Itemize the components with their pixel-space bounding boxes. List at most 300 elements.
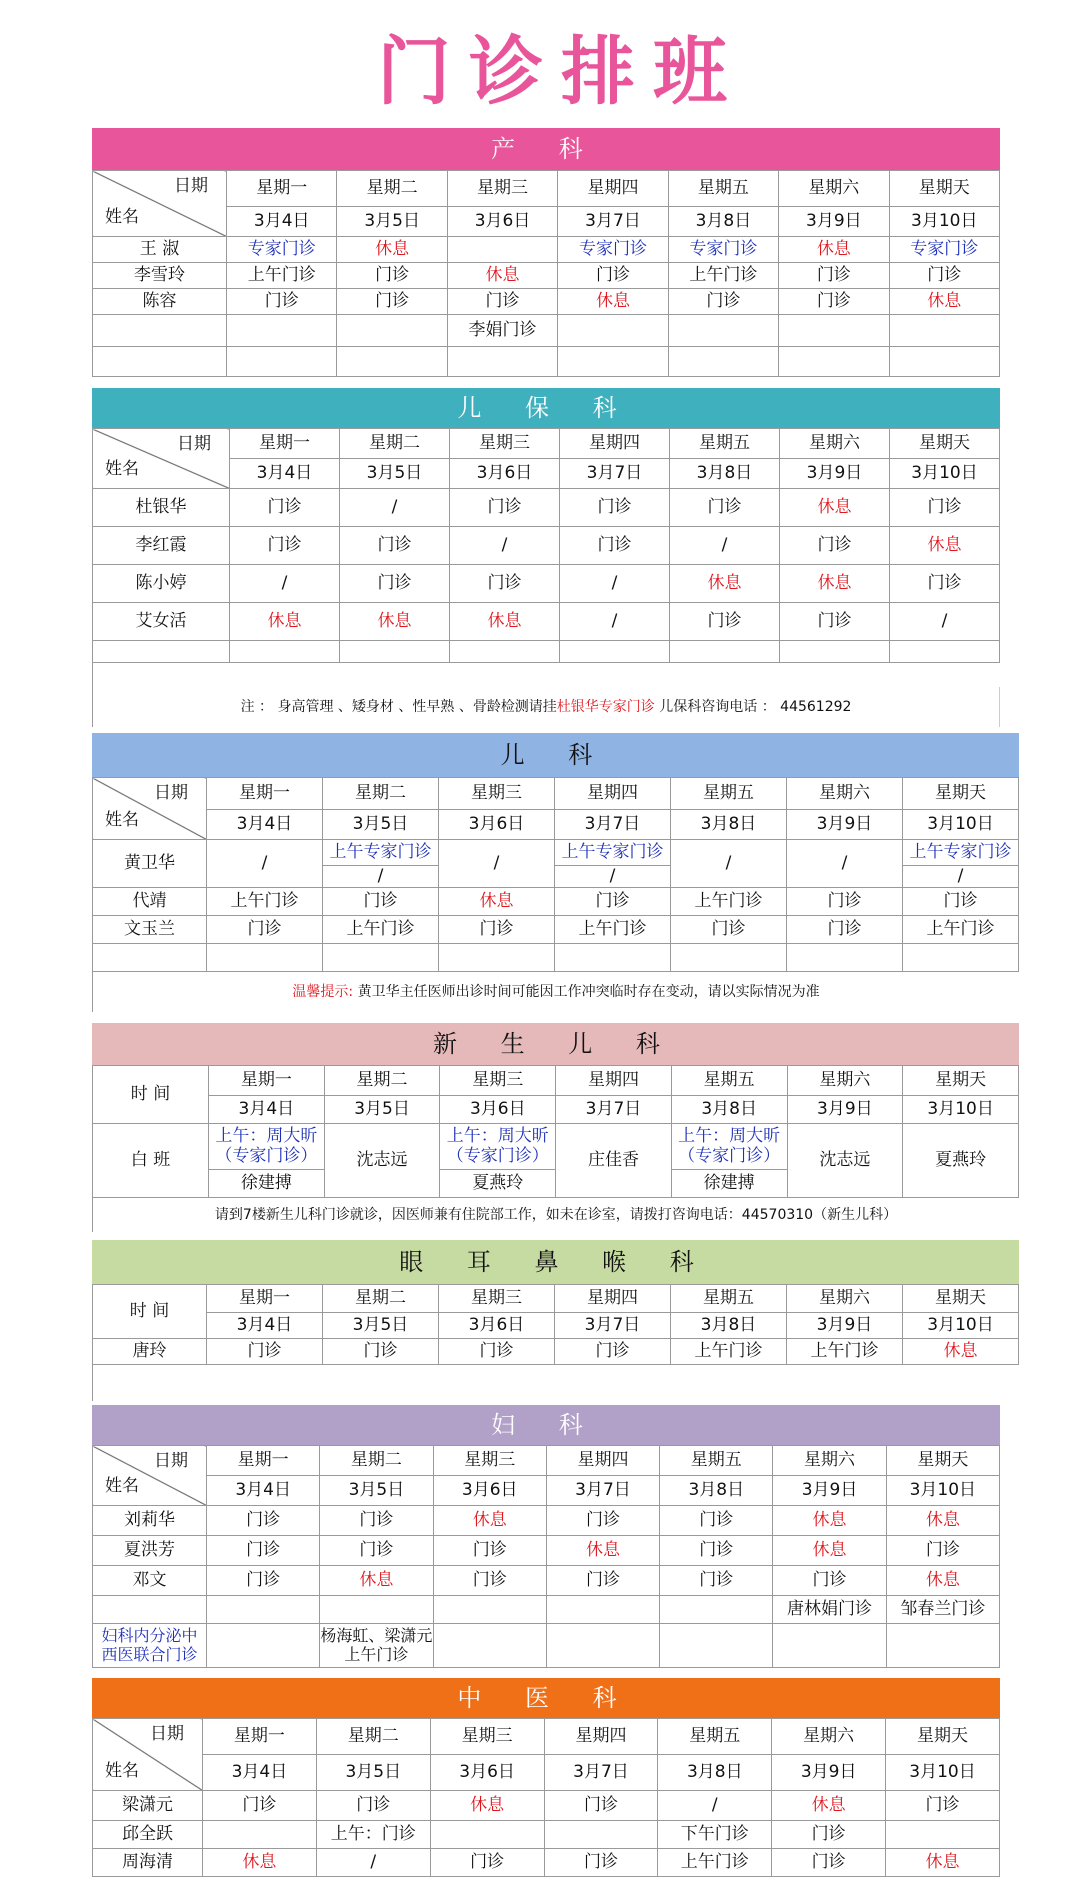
table-cell: /: [316, 1849, 430, 1877]
table-cell: 休息: [886, 1566, 999, 1596]
table-cell: 休息: [337, 237, 447, 263]
table-cell: /: [450, 527, 560, 565]
table-cell: [668, 347, 778, 377]
table-cell: [780, 641, 890, 663]
section-zhongyi: [92, 1678, 1000, 1877]
table-cell: 门诊: [780, 603, 890, 641]
table-cell: 门诊: [660, 1566, 773, 1596]
table-cell: 星期三: [440, 1066, 556, 1096]
table-cell: 3月6日: [430, 1755, 544, 1791]
table-cell: 休息: [903, 1339, 1019, 1365]
table-cell: 门诊: [320, 1506, 433, 1536]
table-cell: [555, 944, 671, 972]
table-row: [93, 1536, 1000, 1566]
table-cell: 星期一: [209, 1066, 325, 1096]
table-cell: 门诊: [560, 489, 670, 527]
department-note: 温馨提示: 黄卫华主任医师出诊时间可能因工作冲突临时存在变动，请以实际情况为准: [92, 972, 1019, 1012]
table-cell: 星期天: [903, 778, 1019, 810]
table-cell: 3月9日: [787, 810, 903, 840]
table-row: [93, 565, 1000, 603]
section-header: 妇 科: [92, 1405, 1000, 1445]
table-cell: 星期四: [556, 1066, 672, 1096]
table-cell: 休息: [439, 888, 555, 916]
table-row: [93, 489, 1000, 527]
table-cell: 门诊: [230, 527, 340, 565]
table-cell: 休息: [447, 263, 557, 289]
table-cell: 3月6日: [447, 207, 557, 237]
table-cell: 门诊: [546, 1506, 659, 1536]
schedule-table: [92, 1445, 1000, 1668]
table-cell: 妇科内分泌中 西医联合门诊: [93, 1624, 207, 1668]
table-corner: 日期 姓名: [93, 1719, 203, 1791]
table-cell: [227, 315, 337, 347]
table-cell: 陈容: [93, 289, 227, 315]
table-cell: 门诊: [670, 603, 780, 641]
table-cell: 休息: [773, 1506, 886, 1536]
table-cell: 星期三: [447, 171, 557, 207]
table-cell: 星期六: [780, 429, 890, 459]
table-cell: 上午：门诊: [316, 1821, 430, 1849]
section-ent: [92, 1240, 1019, 1401]
table-cell: 3月7日: [558, 207, 668, 237]
table-cell: 星期六: [773, 1446, 886, 1476]
table-cell: 休息: [230, 603, 340, 641]
table-cell: 上午门诊: [207, 888, 323, 916]
table-cell: 星期四: [555, 1285, 671, 1313]
table-row: [93, 1821, 1000, 1849]
table-cell: 3月8日: [671, 1096, 787, 1124]
table-cell: 门诊: [430, 1849, 544, 1877]
table-cell: 3月7日: [556, 1096, 672, 1124]
section-xinsheng: [92, 1023, 1019, 1232]
table-cell: 3月8日: [671, 1313, 787, 1339]
table-cell: 星期四: [546, 1446, 659, 1476]
table-cell: [558, 315, 668, 347]
table-cell: 门诊: [439, 916, 555, 944]
table-cell: 门诊: [207, 1506, 320, 1536]
table-cell: [93, 347, 227, 377]
table-cell: [546, 1624, 659, 1668]
table-cell: 门诊: [203, 1791, 317, 1821]
table-cell: 星期五: [671, 778, 787, 810]
table-corner: 日期 姓名: [93, 171, 227, 237]
section-header: 产 科: [92, 128, 1000, 170]
table-cell: 上午门诊: [668, 263, 778, 289]
table-cell: 3月4日: [203, 1755, 317, 1791]
table-cell: 星期一: [207, 1285, 323, 1313]
table-cell: 3月9日: [772, 1755, 886, 1791]
table-cell: 3月4日: [227, 207, 337, 237]
table-cell: [886, 1821, 1000, 1849]
table-cell: 上午：周大昕 （专家门诊）: [440, 1124, 556, 1170]
table-cell: 门诊: [546, 1566, 659, 1596]
table-cell: 上午：周大昕 （专家门诊）: [671, 1124, 787, 1170]
section-chanke: [92, 128, 1000, 377]
table-cell: 夏燕玲: [440, 1170, 556, 1198]
table-cell: [450, 641, 560, 663]
table-cell: 星期一: [203, 1719, 317, 1755]
table-cell: 星期二: [316, 1719, 430, 1755]
table-row: [93, 603, 1000, 641]
schedule-table: [92, 1718, 1000, 1877]
table-cell: 艾女活: [93, 603, 230, 641]
table-cell: [207, 1596, 320, 1624]
table-cell: [203, 1821, 317, 1849]
table-cell: 星期六: [779, 171, 889, 207]
table-cell: 星期四: [544, 1719, 658, 1755]
table-cell: [93, 315, 227, 347]
table-row: [93, 840, 1019, 866]
table-cell: 3月7日: [546, 1476, 659, 1506]
table-cell: 梁潇元: [93, 1791, 203, 1821]
table-cell: /: [671, 840, 787, 888]
table-cell: [207, 944, 323, 972]
table-cell: [670, 641, 780, 663]
table-cell: 门诊: [787, 888, 903, 916]
table-cell: 周海清: [93, 1849, 203, 1877]
table-cell: 代靖: [93, 888, 207, 916]
table-cell: 休息: [886, 1849, 1000, 1877]
table-cell: 星期二: [323, 778, 439, 810]
table-cell: 专家门诊: [668, 237, 778, 263]
table-cell: 星期二: [323, 1285, 439, 1313]
table-cell: 3月10日: [903, 810, 1019, 840]
table-cell: 沈志远: [787, 1124, 903, 1198]
table-cell: [447, 237, 557, 263]
table-cell: 休息: [772, 1791, 886, 1821]
schedule-table: [92, 170, 1000, 377]
table-cell: [903, 944, 1019, 972]
table-cell: [337, 347, 447, 377]
table-cell: /: [560, 603, 670, 641]
table-corner: 日期 姓名: [93, 429, 230, 489]
table-cell: 3月8日: [660, 1476, 773, 1506]
table-cell: 星期五: [668, 171, 778, 207]
table-cell: 星期六: [772, 1719, 886, 1755]
table-cell: 上午门诊: [323, 916, 439, 944]
table-cell: 唐林娟门诊: [773, 1596, 886, 1624]
table-cell: 3月8日: [668, 207, 778, 237]
table-cell: /: [323, 866, 439, 888]
table-cell: 上午门诊: [787, 1339, 903, 1365]
table-cell: /: [230, 565, 340, 603]
table-cell: 3月4日: [207, 810, 323, 840]
table-cell: 休息: [886, 1506, 999, 1536]
table-cell: 徐建搏: [209, 1170, 325, 1198]
table-cell: 门诊: [787, 916, 903, 944]
table-cell: 门诊: [447, 289, 557, 315]
section-erke: [92, 733, 1019, 1012]
table-cell: /: [207, 840, 323, 888]
table-cell: 休息: [773, 1536, 886, 1566]
schedule-table: [92, 1284, 1019, 1365]
table-cell: 门诊: [560, 527, 670, 565]
table-cell: 刘莉华: [93, 1506, 207, 1536]
table-cell: 星期天: [886, 1719, 1000, 1755]
table-cell: [93, 1596, 207, 1624]
table-cell: 3月5日: [323, 810, 439, 840]
table-cell: [660, 1596, 773, 1624]
table-cell: 3月7日: [560, 459, 670, 489]
table-cell: 3月10日: [903, 1096, 1019, 1124]
table-row: [93, 1624, 1000, 1668]
table-cell: 邓文: [93, 1566, 207, 1596]
table-row: [93, 347, 1000, 377]
table-cell: 门诊: [886, 1791, 1000, 1821]
table-cell: 3月7日: [544, 1755, 658, 1791]
department-note: 请到7楼新生儿科门诊就诊，因医师兼有住院部工作，如未在诊室，请拨打咨询电话：44570310（新生儿科）: [92, 1198, 1019, 1232]
table-cell: 门诊: [671, 916, 787, 944]
table-cell: [544, 1821, 658, 1849]
table-cell: /: [890, 603, 1000, 641]
table-cell: 门诊: [323, 888, 439, 916]
table-cell: 上午门诊: [658, 1849, 772, 1877]
table-cell: 3月5日: [320, 1476, 433, 1506]
table-cell: 门诊: [316, 1791, 430, 1821]
table-cell: 3月4日: [207, 1313, 323, 1339]
table-cell: 休息: [546, 1536, 659, 1566]
table-cell: 3月10日: [890, 459, 1000, 489]
table-cell: 3月10日: [886, 1755, 1000, 1791]
table-cell: [93, 641, 230, 663]
table-cell: 下午门诊: [658, 1821, 772, 1849]
section-header: 新 生 儿 科: [92, 1023, 1019, 1065]
table-cell: 星期二: [340, 429, 450, 459]
table-cell: 门诊: [207, 1339, 323, 1365]
table-cell: 门诊: [340, 527, 450, 565]
table-cell: 星期四: [560, 429, 670, 459]
table-cell: 门诊: [779, 289, 889, 315]
table-cell: /: [787, 840, 903, 888]
table-cell: 门诊: [890, 565, 1000, 603]
section-header: 儿 科: [92, 733, 1019, 777]
table-cell: [207, 1624, 320, 1668]
table-cell: 星期三: [439, 778, 555, 810]
table-cell: 门诊: [668, 289, 778, 315]
section-fuke: [92, 1405, 1000, 1668]
department-note: 注 ： 身高管理 、矮身材 、性早熟 、骨龄检测请挂杜银华专家门诊 儿保科咨询电话 ： 44561292: [92, 687, 1000, 727]
table-cell: 上午门诊: [903, 916, 1019, 944]
table-cell: 星期三: [450, 429, 560, 459]
table-cell: 3月8日: [658, 1755, 772, 1791]
table-cell: /: [903, 866, 1019, 888]
table-cell: /: [340, 489, 450, 527]
table-cell: 上午门诊: [227, 263, 337, 289]
table-cell: 星期六: [787, 1066, 903, 1096]
table-row: [93, 888, 1019, 916]
table-cell: 休息: [890, 527, 1000, 565]
table-cell: [889, 347, 999, 377]
table-cell: 3月8日: [670, 459, 780, 489]
table-cell: [889, 315, 999, 347]
table-cell: 星期六: [787, 1285, 903, 1313]
table-cell: 门诊: [555, 888, 671, 916]
table-cell: 上午：周大昕 （专家门诊）: [209, 1124, 325, 1170]
table-cell: 李娟门诊: [447, 315, 557, 347]
table-cell: 邱全跃: [93, 1821, 203, 1849]
table-cell: 星期五: [671, 1285, 787, 1313]
table-cell: 时 间: [93, 1066, 209, 1124]
table-cell: 3月5日: [337, 207, 447, 237]
table-cell: 星期一: [207, 778, 323, 810]
table-cell: /: [555, 866, 671, 888]
table-cell: [439, 944, 555, 972]
table-cell: 星期天: [903, 1285, 1019, 1313]
schedule-table: [92, 777, 1019, 972]
table-cell: 3月6日: [433, 1476, 546, 1506]
table-cell: 3月10日: [903, 1313, 1019, 1339]
table-cell: 门诊: [207, 1536, 320, 1566]
table-cell: 3月7日: [555, 810, 671, 840]
table-row: [93, 1791, 1000, 1821]
table-cell: 门诊: [889, 263, 999, 289]
table-row: [93, 1506, 1000, 1536]
section-header: 眼 耳 鼻 喉 科: [92, 1240, 1019, 1284]
table-cell: 门诊: [207, 916, 323, 944]
table-cell: 专家门诊: [558, 237, 668, 263]
table-cell: 门诊: [772, 1849, 886, 1877]
table-cell: 门诊: [230, 489, 340, 527]
table-corner: 日期 姓名: [93, 778, 207, 840]
table-cell: 3月6日: [450, 459, 560, 489]
schedule-table: [92, 428, 1000, 663]
table-cell: [227, 347, 337, 377]
table-cell: 3月4日: [209, 1096, 325, 1124]
table-cell: 休息: [450, 603, 560, 641]
table-row: [93, 527, 1000, 565]
table-cell: 门诊: [227, 289, 337, 315]
table-cell: 星期三: [433, 1446, 546, 1476]
table-cell: 门诊: [337, 263, 447, 289]
table-cell: 门诊: [433, 1536, 546, 1566]
table-cell: [779, 315, 889, 347]
table-cell: 3月6日: [440, 1096, 556, 1124]
table-cell: /: [439, 840, 555, 888]
table-cell: 门诊: [433, 1566, 546, 1596]
section-header: 儿 保 科: [92, 388, 1000, 428]
table-cell: 休息: [320, 1566, 433, 1596]
table-cell: 门诊: [660, 1506, 773, 1536]
table-cell: /: [658, 1791, 772, 1821]
table-cell: 夏洪芳: [93, 1536, 207, 1566]
table-cell: 夏燕玲: [903, 1124, 1019, 1198]
table-cell: 李雪玲: [93, 263, 227, 289]
table-cell: 3月5日: [340, 459, 450, 489]
table-cell: [433, 1624, 546, 1668]
table-cell: 门诊: [450, 565, 560, 603]
section-header: 中 医 科: [92, 1678, 1000, 1718]
table-cell: 3月9日: [787, 1096, 903, 1124]
table-cell: [230, 641, 340, 663]
table-cell: 星期一: [227, 171, 337, 207]
table-row: [93, 916, 1019, 944]
table-cell: 门诊: [340, 565, 450, 603]
table-cell: [890, 641, 1000, 663]
table-cell: 门诊: [779, 263, 889, 289]
table-row: [93, 1849, 1000, 1877]
table-cell: [671, 944, 787, 972]
table-cell: 门诊: [544, 1791, 658, 1821]
table-cell: 休息: [203, 1849, 317, 1877]
table-cell: [430, 1821, 544, 1849]
table-cell: 时 间: [93, 1285, 207, 1339]
table-cell: 门诊: [207, 1566, 320, 1596]
schedule-table: [92, 1065, 1019, 1198]
table-cell: 3月9日: [780, 459, 890, 489]
table-cell: 王 淑: [93, 237, 227, 263]
table-cell: 星期一: [207, 1446, 320, 1476]
table-cell: 门诊: [439, 1339, 555, 1365]
table-cell: 上午专家门诊: [323, 840, 439, 866]
table-cell: [560, 641, 670, 663]
table-row: [93, 289, 1000, 315]
table-cell: 上午门诊: [671, 888, 787, 916]
table-row: [93, 315, 1000, 347]
table-cell: 星期天: [886, 1446, 999, 1476]
table-cell: [447, 347, 557, 377]
table-cell: 门诊: [337, 289, 447, 315]
table-cell: [668, 315, 778, 347]
table-cell: 上午专家门诊: [555, 840, 671, 866]
table-cell: 门诊: [670, 489, 780, 527]
table-cell: 陈小婷: [93, 565, 230, 603]
table-cell: 星期四: [558, 171, 668, 207]
table-cell: 3月7日: [555, 1313, 671, 1339]
table-row: [93, 237, 1000, 263]
table-cell: /: [670, 527, 780, 565]
table-cell: 3月6日: [439, 1313, 555, 1339]
table-cell: 3月5日: [316, 1755, 430, 1791]
table-cell: 休息: [780, 565, 890, 603]
table-cell: 沈志远: [324, 1124, 440, 1198]
table-cell: [323, 944, 439, 972]
table-cell: 庄佳香: [556, 1124, 672, 1198]
table-cell: 上午门诊: [555, 916, 671, 944]
table-cell: 3月4日: [230, 459, 340, 489]
table-cell: /: [560, 565, 670, 603]
table-cell: 门诊: [660, 1536, 773, 1566]
table-cell: 门诊: [555, 1339, 671, 1365]
table-cell: 门诊: [886, 1536, 999, 1566]
table-cell: 3月9日: [787, 1313, 903, 1339]
table-cell: 黄卫华: [93, 840, 207, 888]
table-cell: 3月5日: [324, 1096, 440, 1124]
table-cell: 休息: [430, 1791, 544, 1821]
table-cell: 3月8日: [671, 810, 787, 840]
table-cell: 文玉兰: [93, 916, 207, 944]
table-cell: 门诊: [323, 1339, 439, 1365]
table-cell: [340, 641, 450, 663]
table-cell: 星期五: [658, 1719, 772, 1755]
table-cell: [93, 944, 207, 972]
table-cell: [433, 1596, 546, 1624]
table-cell: 星期二: [320, 1446, 433, 1476]
table-cell: 3月9日: [773, 1476, 886, 1506]
table-cell: 3月9日: [779, 207, 889, 237]
table-cell: 杜银华: [93, 489, 230, 527]
table-cell: 休息: [558, 289, 668, 315]
table-cell: [779, 347, 889, 377]
table-cell: [320, 1596, 433, 1624]
table-cell: 专家门诊: [227, 237, 337, 263]
table-row: [93, 1339, 1019, 1365]
table-cell: 休息: [780, 489, 890, 527]
table-cell: 星期五: [660, 1446, 773, 1476]
table-cell: 休息: [433, 1506, 546, 1536]
table-cell: 杨海虹、梁潇元 上午门诊: [320, 1624, 433, 1668]
table-cell: 星期一: [230, 429, 340, 459]
table-cell: 门诊: [320, 1536, 433, 1566]
